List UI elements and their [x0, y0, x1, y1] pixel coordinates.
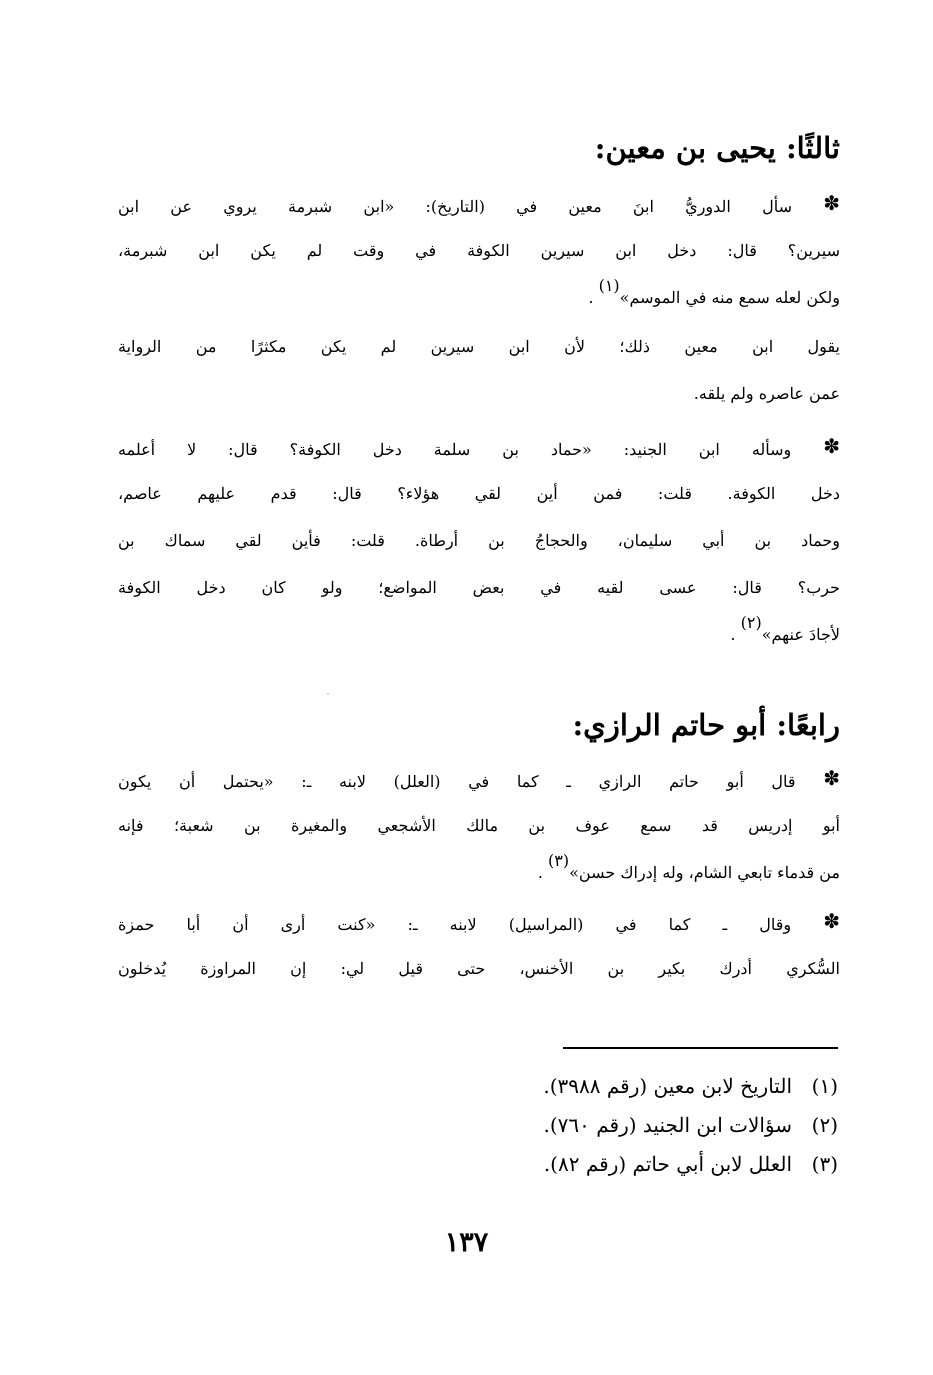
paragraph-line: سيرين؟ قال: دخل ابن سيرين الكوفة في وقت لم يكن ابن شبرمة،	[118, 241, 840, 260]
paragraph-line: ✽ قال أبو حاتم الرازي ـ كما في (العلل) لابنه ـ: «يحتمل أن يكون	[118, 766, 840, 791]
footnote-reference: (١)	[598, 276, 620, 295]
footnote-number: (٣)	[811, 1152, 838, 1176]
section-heading-yahya-ibn-main	[118, 128, 840, 168]
paragraph-line: حرب؟ قال: عسى لقيه في بعض المواضع؛ ولو كان دخل الكوفة	[118, 578, 840, 597]
paragraph-line: وحماد بن أبي سليمان، والحجاجُ بن أرطاة. قلت: فأين لقي سماك بن	[118, 531, 840, 550]
page-number: ١٣٧	[444, 1227, 489, 1258]
paragraph-duri-question	[118, 180, 840, 321]
section-heading-text: ثالثًا: يحيى بن معين:	[594, 131, 840, 165]
paragraph-line: ✽ وقال ـ كما في (المراسيل) لابنه ـ: «كنت أرى أن أبا حمزة	[118, 909, 840, 934]
paragraph-line: ✽ سأل الدوريُّ ابنَ معين في (التاريخ): «ابن شبرمة يروي عن ابن	[118, 191, 841, 216]
asterisk-marker-icon: ✽	[823, 766, 840, 790]
paragraph-line: عمن عاصره ولم يلقه.	[693, 384, 840, 403]
scan-speck	[327, 693, 329, 695]
paragraph-line: ولكن لعله سمع منه في الموسم»$^{(١)}$ .	[588, 276, 840, 307]
footnote-number: (١)	[811, 1074, 838, 1098]
asterisk-marker-icon: ✽	[823, 434, 840, 458]
paragraph-ibn-junayd-question	[118, 423, 840, 658]
footnote-item	[420, 1106, 838, 1145]
paragraph-ibn-main-explanation	[118, 323, 840, 417]
footnote-text: العلل لابن أبي حاتم (رقم ٨٢).	[543, 1152, 792, 1176]
footnote-text: التاريخ لابن معين (رقم ٣٩٨٨).	[543, 1074, 792, 1098]
asterisk-marker-icon: ✽	[823, 191, 841, 215]
footnote-reference: (٣)	[548, 851, 570, 870]
section-heading-text: رابعًا: أبو حاتم الرازي:	[572, 708, 840, 742]
footnote-text: سؤالات ابن الجنيد (رقم ٧٦٠).	[543, 1113, 792, 1137]
paragraph-line: يقول ابن معين ذلك؛ لأن ابن سيرين لم يكن مكثرًا من الرواية	[118, 337, 840, 356]
footnote-item	[420, 1145, 838, 1184]
asterisk-marker-icon: ✽	[823, 909, 840, 933]
paragraph-line: من قدماء تابعي الشام، وله إدراك حسن»$^{(٣)}$ .	[537, 851, 840, 882]
footnote-item	[420, 1067, 838, 1106]
paragraph-abu-hatim-marasil	[118, 898, 840, 992]
paragraph-line: لأجادَ عنهم»$^{(٢)}$ .	[730, 613, 840, 644]
footnote-reference: (٢)	[740, 613, 762, 632]
paragraph-line: ✽ وسأله ابن الجنيد: «حماد بن سلمة دخل الكوفة؟ قال: لا أعلمه	[118, 434, 840, 459]
footnote-separator	[563, 1047, 838, 1049]
paragraph-line: أبو إدريس قد سمع عوف بن مالك الأشجعي والمغيرة بن شعبة؛ فإنه	[118, 816, 840, 835]
footnote-number: (٢)	[811, 1113, 838, 1137]
paragraph-line: دخل الكوفة. قلت: فمن أين لقي هؤلاء؟ قال: قدم عليهم عاصم،	[118, 484, 840, 503]
footnotes	[420, 1067, 838, 1184]
paragraph-abu-hatim-ilal	[118, 755, 840, 896]
paragraph-line: السُّكري أدرك بكير بن الأخنس، حتى قيل لي: إن المراوزة يُدخلون	[118, 959, 840, 978]
section-heading-abu-hatim	[118, 705, 840, 745]
